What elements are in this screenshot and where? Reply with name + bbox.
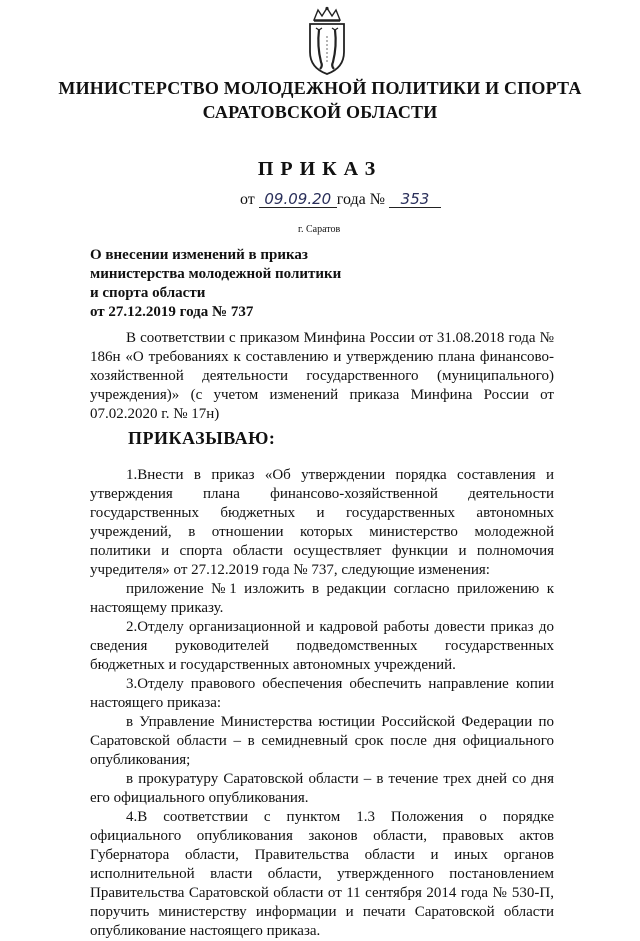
ministry-name — [40, 76, 600, 124]
directive-heading: ПРИКАЗЫВАЮ: — [128, 428, 276, 448]
subject-line-2: министерства молодежной политики — [90, 266, 342, 282]
date-prefix: от — [240, 191, 255, 208]
item-3b-paragraph: в прокуратуру Саратовской области – в течение трех дней со дня его официального опубликования. — [90, 771, 554, 806]
handwritten-number: 353 — [389, 191, 441, 208]
item-3-paragraph: 3.Отделу правового обеспечения обеспечить направление копии настоящего приказа: — [90, 676, 554, 711]
number-prefix: года № — [336, 191, 385, 208]
item-2-paragraph: 2.Отделу организационной и кадровой работы довести приказ до сведения руководителей подведомственных государственных бюджетных и государственных автономных учреждений. — [90, 619, 554, 673]
preamble-block — [90, 329, 554, 424]
subject-line-1: О внесении изменений в приказ — [90, 247, 308, 263]
coat-of-arms-icon — [304, 6, 350, 76]
subject-line-4: от 27.12.2019 года № 737 — [90, 304, 254, 320]
item-1-sub-paragraph: приложение №1 изложить в редакции согласно приложению к настоящему приказу. — [90, 581, 554, 616]
subject-line-3: и спорта области — [90, 285, 206, 301]
order-items — [90, 466, 554, 941]
ministry-line-1: МИНИСТЕРСТВО МОЛОДЕЖНОЙ ПОЛИТИКИ И СПОРТА — [58, 78, 582, 98]
handwritten-date: 09.09.20 — [259, 191, 337, 208]
ministry-line-2: САРАТОВСКОЙ ОБЛАСТИ — [202, 102, 438, 122]
preamble-paragraph: В соответствии с приказом Минфина России от 31.08.2018 года № 186н «О требованиях к составлению и утверждению плана финансово-хозяйственной деятельности государственного (муниципального) учреждения)» (с учетом изменений приказа Минфина России от 07.02.2020 г. № 17н) — [90, 330, 554, 422]
order-date-number-line — [240, 191, 441, 209]
document-title: ПРИКАЗ — [257, 158, 383, 180]
item-1-paragraph: 1.Внести в приказ «Об утверждении порядка составления и утверждения плана финансово-хозяйственной деятельности государственных бюджетных и государственных автономных учреждений, в отношении которых министерство молодежной политики и спорта области осуществляет функции и полномочия учредителя» от 27.12.2019 года № 737, следующие изменения: — [90, 467, 554, 578]
item-3a-paragraph: в Управление Министерства юстиции Российской Федерации по Саратовской области – в семидневный срок после дня официального опубликования; — [90, 714, 554, 768]
city-label: г. Саратов — [298, 224, 341, 235]
item-4-paragraph: 4.В соответствии с пунктом 1.3 Положения о порядке официального опубликования законов области, правовых актов Губернатора области, Правительства области и иных органов исполнительной власти области, утвержденного постановлением Правительства Саратовской области от 11 сентября 2014 года № 530-П, поручить министерству информации и печати Саратовской области опубликование настоящего приказа. — [90, 809, 554, 939]
order-subject — [90, 246, 410, 322]
